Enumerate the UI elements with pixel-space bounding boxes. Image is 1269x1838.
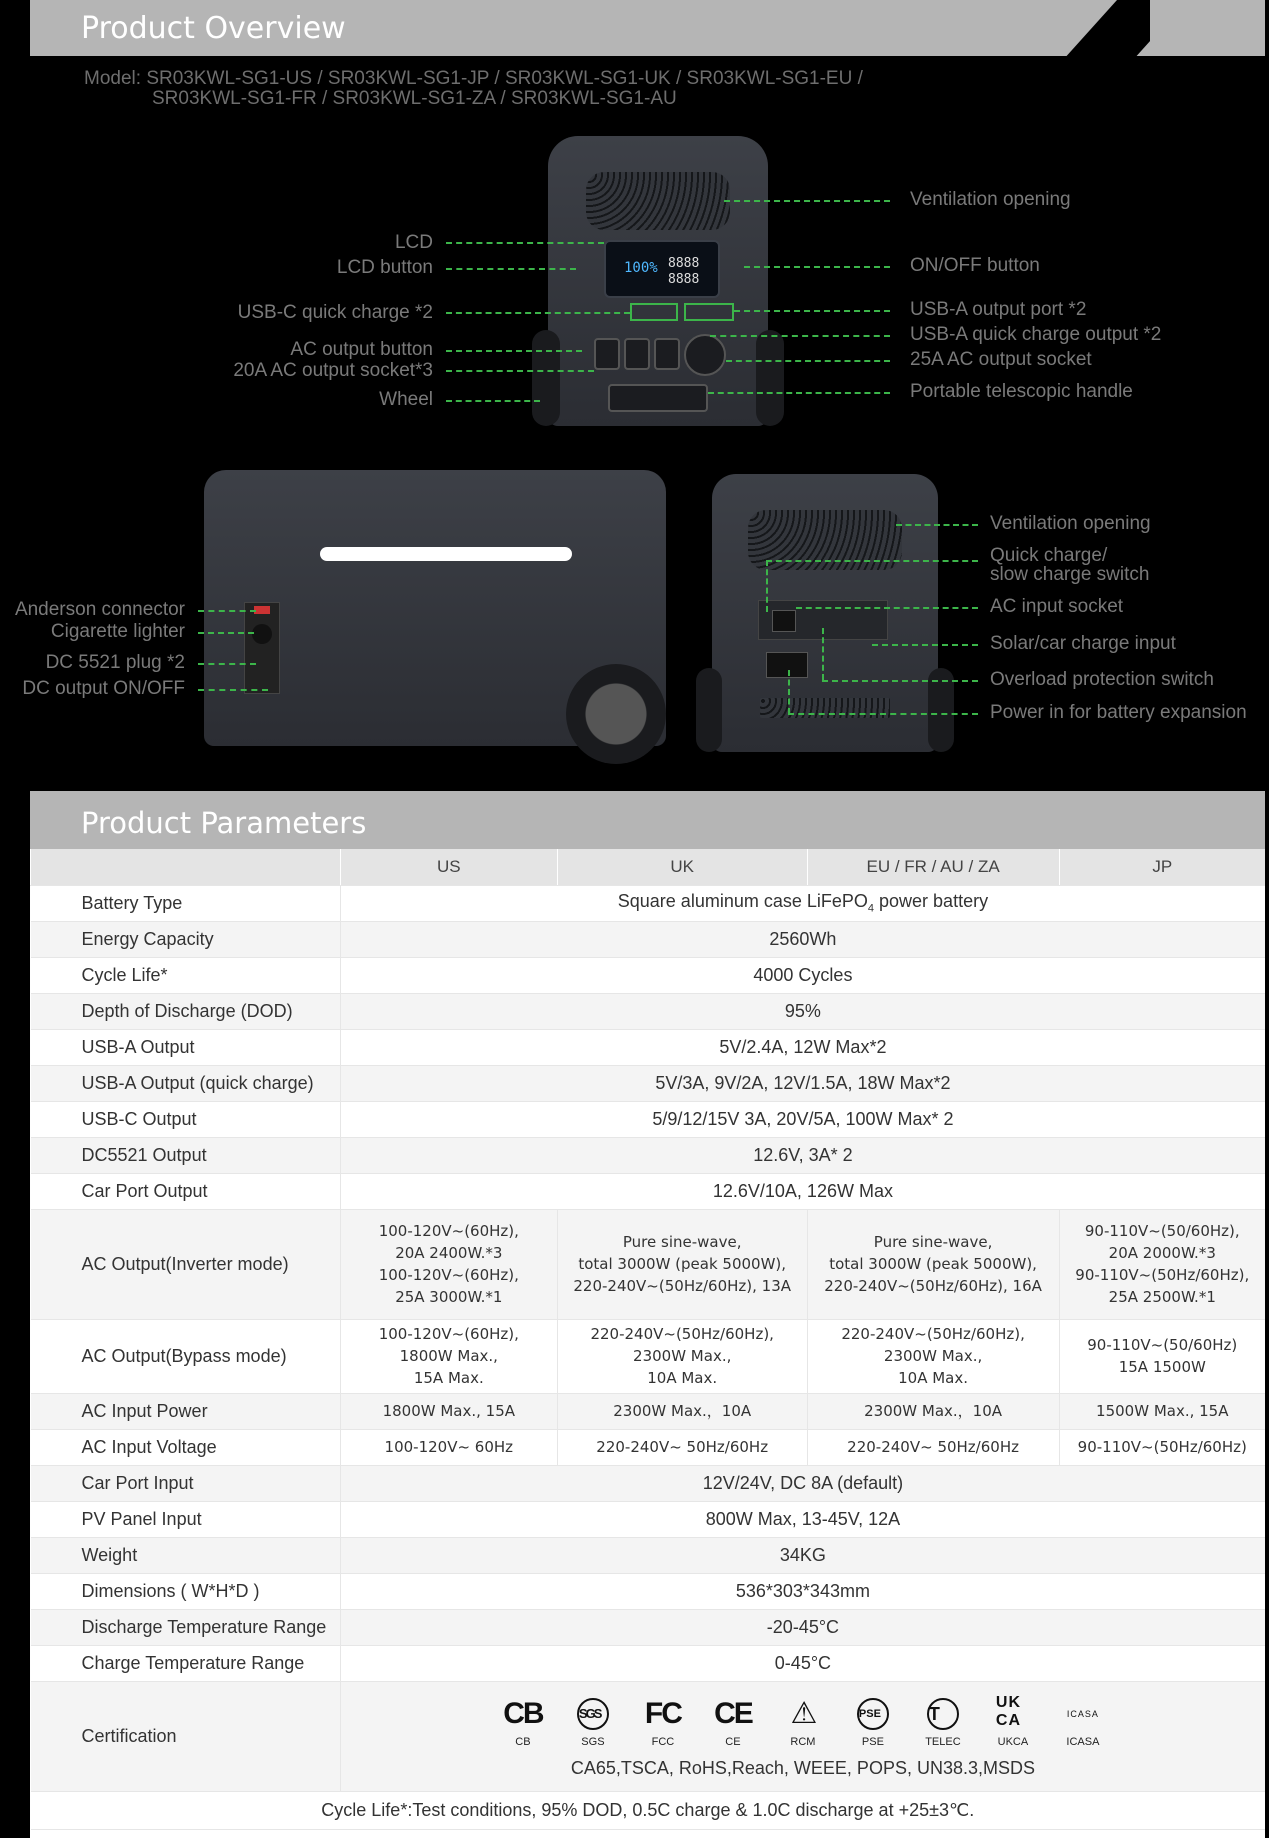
ac-outlet-3 xyxy=(654,338,680,370)
params-title: Product Parameters xyxy=(81,806,367,840)
callout-quick-slow-1: Quick charge/ xyxy=(990,545,1108,566)
callout-anderson: Anderson connector xyxy=(14,599,185,620)
callout-25a-socket: 25A AC output socket xyxy=(910,349,1092,370)
callout-usb-a-quick: USB-A quick charge output *2 xyxy=(910,324,1162,345)
parameters-section xyxy=(30,791,1265,1838)
callout-usb-c: USB-C quick charge *2 xyxy=(237,302,433,323)
model-list: Model: SR03KWL-SG1-US / SR03KWL-SG1-JP / SR03KWL-SG1-UK / SR03KWL-SG1-EU / SR03KWL-SG1-FR / SR03KWL-SG1-ZA / SR03KWL-SG1-AU xyxy=(84,68,863,109)
callout-ac-output-button: AC output button xyxy=(290,339,433,360)
table-row-ac-bypass: AC Output(Bypass mode) 100-120V~(60Hz), 1800W Max., 15A Max. 220-240V~(50Hz/60Hz), 2300W Max., 10A Max. 220-240V~(50Hz/60Hz), 2300W Max., 10A Max. 90-110V~(50/60Hz) 15A 1500W xyxy=(31,1319,1266,1393)
front-wheel-left xyxy=(532,330,560,426)
telescopic-handle xyxy=(608,384,708,412)
callout-on-off: ON/OFF button xyxy=(910,255,1040,276)
anderson-connector-icon xyxy=(254,606,270,614)
callout-wheel: Wheel xyxy=(379,389,433,410)
callout-20a-socket: 20A AC output socket*3 xyxy=(233,360,433,381)
callout-cigarette: Cigarette lighter xyxy=(50,621,185,642)
callout-ventilation-front: Ventilation opening xyxy=(910,189,1071,210)
params-table xyxy=(30,849,1265,1830)
table-row: Depth of Discharge (DOD) 95% xyxy=(31,993,1266,1029)
table-row: Car Port Output 12.6V/10A, 126W Max xyxy=(31,1173,1266,1209)
table-row-ac-input-power: AC Input Power 1800W Max., 15A 2300W Max.，10A 2300W Max.，10A 1500W Max., 15A xyxy=(31,1393,1266,1429)
ce-cert-icon: CE CE xyxy=(714,1696,752,1748)
callout-lcd: LCD xyxy=(394,232,433,253)
table-row: USB-C Output 5/9/12/15V 3A, 20V/5A, 100W Max* 2 xyxy=(31,1101,1266,1137)
pse-cert-icon: PSE PSE xyxy=(849,1694,897,1748)
expansion-port-icon xyxy=(766,652,808,678)
table-row-ac-input-voltage: AC Input Voltage 100-120V~ 60Hz 220-240V~ 50Hz/60Hz 220-240V~ 50Hz/60Hz 90-110V~(50Hz/60Hz) xyxy=(31,1429,1266,1465)
ac-input-socket-icon xyxy=(772,610,796,632)
fcc-cert-icon: FC FCC xyxy=(644,1696,681,1748)
ac-outlet-1 xyxy=(594,338,620,370)
cert-marks xyxy=(341,1682,1265,1748)
callout-dc-on-off: DC output ON/OFF xyxy=(22,678,185,699)
front-ventilation-grille xyxy=(586,172,730,230)
cb-cert-icon: CB CB xyxy=(503,1696,543,1748)
ac-outlet-25a xyxy=(684,334,726,376)
sgs-cert-icon: SGS SGS xyxy=(569,1694,617,1748)
callout-battery-expansion: Power in for battery expansion xyxy=(990,702,1247,723)
callout-ventilation-back: Ventilation opening xyxy=(990,513,1151,534)
callout-lcd-button: LCD button xyxy=(336,257,433,278)
callout-solar-input: Solar/car charge input xyxy=(990,633,1176,654)
side-wheel xyxy=(566,664,666,764)
cigarette-lighter-icon xyxy=(252,624,272,644)
callout-quick-slow-2: slow charge switch xyxy=(990,564,1150,585)
table-row: Battery Type Square aluminum case LiFePO$_4$ power battery xyxy=(31,885,1266,921)
callout-dc5521: DC 5521 plug *2 xyxy=(45,652,185,673)
table-row: Energy Capacity 2560Wh xyxy=(31,921,1266,957)
back-wheel-left xyxy=(696,668,722,752)
ukca-cert-icon: UKCA UKCA xyxy=(995,1693,1029,1748)
table-row: Weight 34KG xyxy=(31,1537,1266,1573)
table-row: Discharge Temperature Range -20-45°C xyxy=(31,1609,1266,1645)
params-header xyxy=(30,791,1265,849)
cert-list: CA65,TSCA, RoHS,Reach, WEEE, POPS, UN38.3,MSDS xyxy=(570,1757,1035,1778)
table-row: Dimensions ( W*H*D ) 536*303*343mm xyxy=(31,1573,1266,1609)
ac-outlet-2 xyxy=(624,338,650,370)
col-eu: EU / FR / AU / ZA xyxy=(807,849,1059,885)
table-row: Car Port Input 12V/24V, DC 8A (default) xyxy=(31,1465,1266,1501)
side-handle xyxy=(320,547,572,561)
table-row: Charge Temperature Range 0-45°C xyxy=(31,1645,1266,1681)
table-header-row xyxy=(31,849,1266,885)
front-wheel-right xyxy=(756,330,784,426)
table-row: PV Panel Input 800W Max, 13-45V, 12A xyxy=(31,1501,1266,1537)
icasa-cert-icon: ICASA ICASA xyxy=(1066,1708,1100,1748)
callout-handle: Portable telescopic handle xyxy=(910,381,1133,402)
lcd-screen: 100% 8888 8888 xyxy=(604,240,720,298)
side-panel xyxy=(244,602,280,694)
callout-usb-a: USB-A output port *2 xyxy=(910,299,1087,320)
table-row: USB-A Output (quick charge) 5V/3A, 9V/2A, 12V/1.5A, 18W Max*2 xyxy=(31,1065,1266,1101)
overview-header xyxy=(30,0,1265,56)
usb-c-port-box xyxy=(630,303,678,321)
table-row-certification: Certification CB CB SGS SGS FC FCC CE CE ⚠ RCM PSE PSE T TELEC UKCA UKCA ICASA ICASA CA65,TSCA, RoHS,Reach, WEEE, POPS, UN38.3,MSDS xyxy=(31,1681,1266,1791)
telec-cert-icon: T TELEC xyxy=(919,1694,967,1748)
footnote: Cycle Life*:Test conditions, 95% DOD, 0.5C charge & 1.0C discharge at +25±3℃. xyxy=(31,1791,1266,1829)
table-row: Cycle Life* 4000 Cycles xyxy=(31,957,1266,993)
callout-overload: Overload protection switch xyxy=(990,669,1214,690)
back-lower-vent xyxy=(760,698,890,718)
col-uk: UK xyxy=(557,849,807,885)
table-row: DC5521 Output 12.6V, 3A* 2 xyxy=(31,1137,1266,1173)
overview-title: Product Overview xyxy=(81,11,346,46)
usb-a-port-box xyxy=(684,303,734,321)
table-row: USB-A Output 5V/2.4A, 12W Max*2 xyxy=(31,1029,1266,1065)
col-jp: JP xyxy=(1059,849,1265,885)
col-us: US xyxy=(340,849,557,885)
rcm-cert-icon: ⚠ RCM xyxy=(790,1696,816,1748)
footnote-row xyxy=(31,1791,1266,1829)
table-row-ac-inverter: AC Output(Inverter mode) 100-120V~(60Hz), 20A 2400W.*3 100-120V~(60Hz), 25A 3000W.*1 Pure sine-wave, total 3000W (peak 5000W), 220-240V~(50Hz/60Hz), 13A Pure sine-wave, total 3000W (peak 5000W), 220-240V~(50Hz/60Hz), 16A 90-110V~(50/60Hz), 20A 2000W.*3 90-110V~(50Hz/60Hz), 25A 2500W.*1 xyxy=(31,1209,1266,1319)
callout-ac-input: AC input socket xyxy=(990,596,1124,617)
